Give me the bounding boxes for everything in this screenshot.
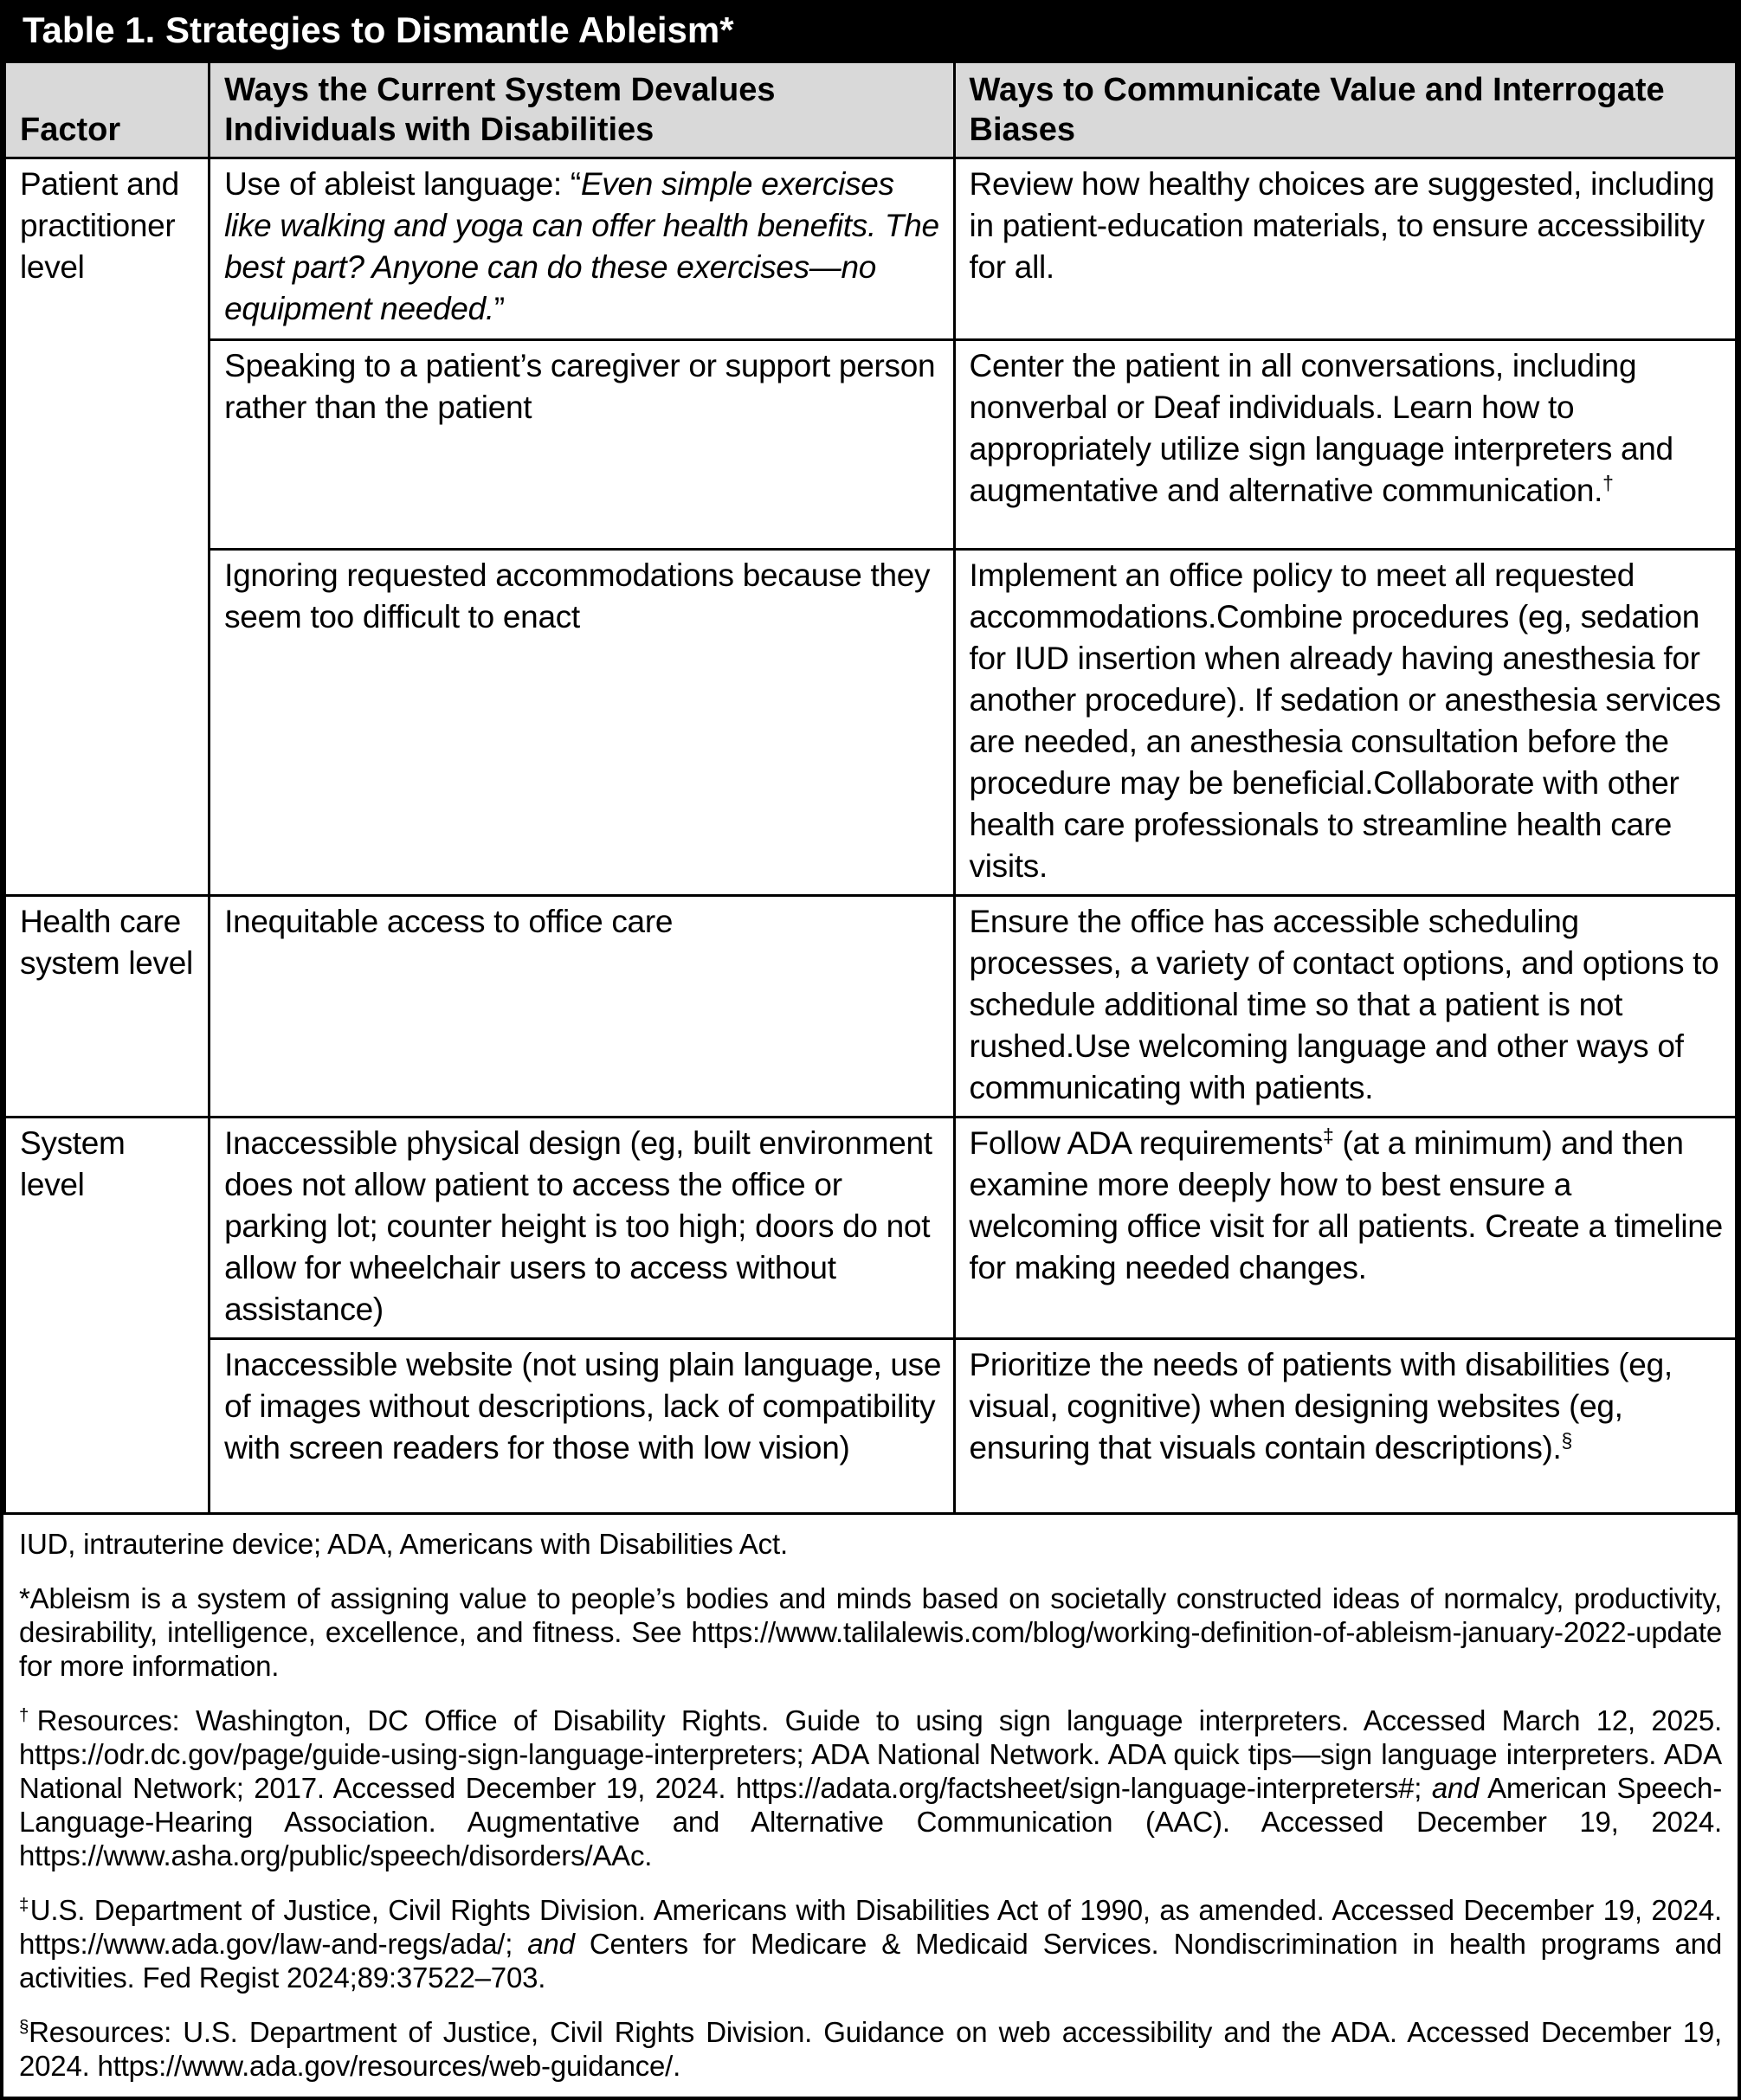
cell-text: Follow ADA requirements [969, 1125, 1324, 1161]
communicate-cell [954, 1339, 1736, 1514]
footnotes-section [3, 1515, 1738, 2097]
table-row [5, 550, 1737, 896]
column-header-factor: Factor [5, 62, 210, 158]
table-row [5, 896, 1737, 1118]
ableist-language-quote: Even simple exercises like walking and yoga can offer health benefits. The best part? Anyone can do these exercises—no equipment needed. [224, 166, 939, 326]
footnote-abbreviations: IUD, intrauterine device; ADA, Americans with Disabilities Act. [19, 1528, 788, 1560]
devalues-cell [210, 158, 954, 340]
devalues-cell: Speaking to a patient’s caregiver or support person rather than the patient [210, 340, 954, 550]
section-mark: § [19, 2016, 29, 2037]
footnote-text: American Speech-Language-Hearing Association. Augmentative and Alternative Communication (AAC). Accessed December 19, 2024. https://www.asha.org/public/speech/disorders/AAc. [19, 1772, 1722, 1871]
column-header-communicate: Ways to Communicate Value and Interrogate Biases [954, 62, 1736, 158]
table-row [5, 158, 1737, 340]
table-row [5, 1118, 1737, 1339]
devalues-cell: Inaccessible website (not using plain language, use of images without descriptions, lack of compatibility with screen readers for those with low vision) [210, 1339, 954, 1514]
dagger-reference-mark: † [1602, 472, 1614, 495]
column-header-devalues: Ways the Current System Devalues Individuals with Disabilities [210, 62, 954, 158]
footnote-dagger [19, 1704, 1722, 1872]
devalues-cell: Ignoring requested accommodations because they seem too difficult to enact [210, 550, 954, 896]
devalues-cell: Inaccessible physical design (eg, built environment does not allow patient to access the office or parking lot; counter height is too high; doors do not allow for wheelchair users to access without assistance) [210, 1118, 954, 1339]
footnote-text: U.S. Department of Justice, Civil Rights Division. Americans with Disabilities Act of 1990, as amended. Accessed December 19, 2024. https://www.ada.gov/law-and-regs/ada/; [19, 1894, 1722, 1960]
footnote-text: Centers for Medicare & Medicaid Services. Nondiscrimination in health programs and activities. Fed Regist 2024;89:37522–703. [19, 1928, 1722, 1994]
factor-cell-system-level: System level [5, 1118, 210, 1514]
cell-text: ” [493, 291, 505, 326]
footnote-and-italic: and [1431, 1772, 1480, 1804]
footnote-and-italic: and [527, 1928, 575, 1960]
factor-cell-patient-practitioner: Patient and practitioner level [5, 158, 210, 896]
cell-text: Prioritize the needs of patients with disabilities (eg, visual, cognitive) when designing websites (eg, ensuring that visuals contain descriptions). [969, 1347, 1673, 1465]
devalues-cell: Inequitable access to office care [210, 896, 954, 1118]
section-reference-mark: § [1561, 1429, 1573, 1453]
cell-text: Center the patient in all conversations, including nonverbal or Deaf individuals. Learn how to appropriately utilize sign language interpreters and augmentative and alternative communication. [969, 348, 1673, 508]
footnote-text: Resources: Washington, DC Office of Disability Rights. Guide to using sign language interpreters. Accessed March 12, 2025. https://odr.dc.gov/page/guide-using-sign-language-interpreters; ADA National Network. ADA quick tips—sign language interpreters. ADA National Network; 2017. Accessed December 19, 2024. https://adata.org/factsheet/sign-language-interpreters#; [19, 1704, 1722, 1804]
footnote-text: Resources: U.S. Department of Justice, Civil Rights Division. Guidance on web accessibility and the ADA. Accessed December 19, 2024. https://www.ada.gov/resources/web-guidance/. [19, 2016, 1722, 2082]
cell-text: (at a minimum) and then examine more deeply how to best ensure a welcoming office visit for all patients. Create a timeline for making needed changes. [969, 1125, 1723, 1285]
table-row [5, 340, 1737, 550]
double-dagger-mark: ‡ [19, 1894, 30, 1915]
communicate-cell: Implement an office policy to meet all requested accommodations.Combine procedures (eg, sedation for IUD insertion when already having anesthesia for another procedure). If sedation or anesthesia services are needed, an anesthesia consultation before the procedure may be beneficial.Collaborate with other health care professionals to streamline health care visits. [954, 550, 1736, 896]
double-dagger-reference-mark: ‡ [1323, 1124, 1334, 1148]
communicate-cell: Ensure the office has accessible scheduling processes, a variety of contact options, and options to schedule additional time so that a patient is not rushed.Use welcoming language and other ways of communicating with patients. [954, 896, 1736, 1118]
dagger-mark: † [19, 1704, 37, 1725]
footnote-asterisk: *Ableism is a system of assigning value to people’s bodies and minds based on societally constructed ideas of normalcy, productivity, desirability, intelligence, excellence, and fitness. See https://www.talilalewis.com/blog/working-definition-of-ableism-january-2022-update for more information. [19, 1582, 1722, 1682]
communicate-cell [954, 340, 1736, 550]
table-title: Table 1. Strategies to Dismantle Ableism* [3, 3, 1738, 61]
factor-cell-health-care-system: Health care system level [5, 896, 210, 1118]
communicate-cell: Review how healthy choices are suggested, including in patient-education materials, to ensure accessibility for all. [954, 158, 1736, 340]
cell-text: Use of ableist language: “ [224, 166, 581, 202]
footnote-double-dagger [19, 1893, 1722, 1994]
header-row [5, 62, 1737, 158]
footnote-section [19, 2015, 1722, 2083]
communicate-cell [954, 1118, 1736, 1339]
table-row [5, 1339, 1737, 1514]
strategies-table [3, 61, 1738, 1515]
